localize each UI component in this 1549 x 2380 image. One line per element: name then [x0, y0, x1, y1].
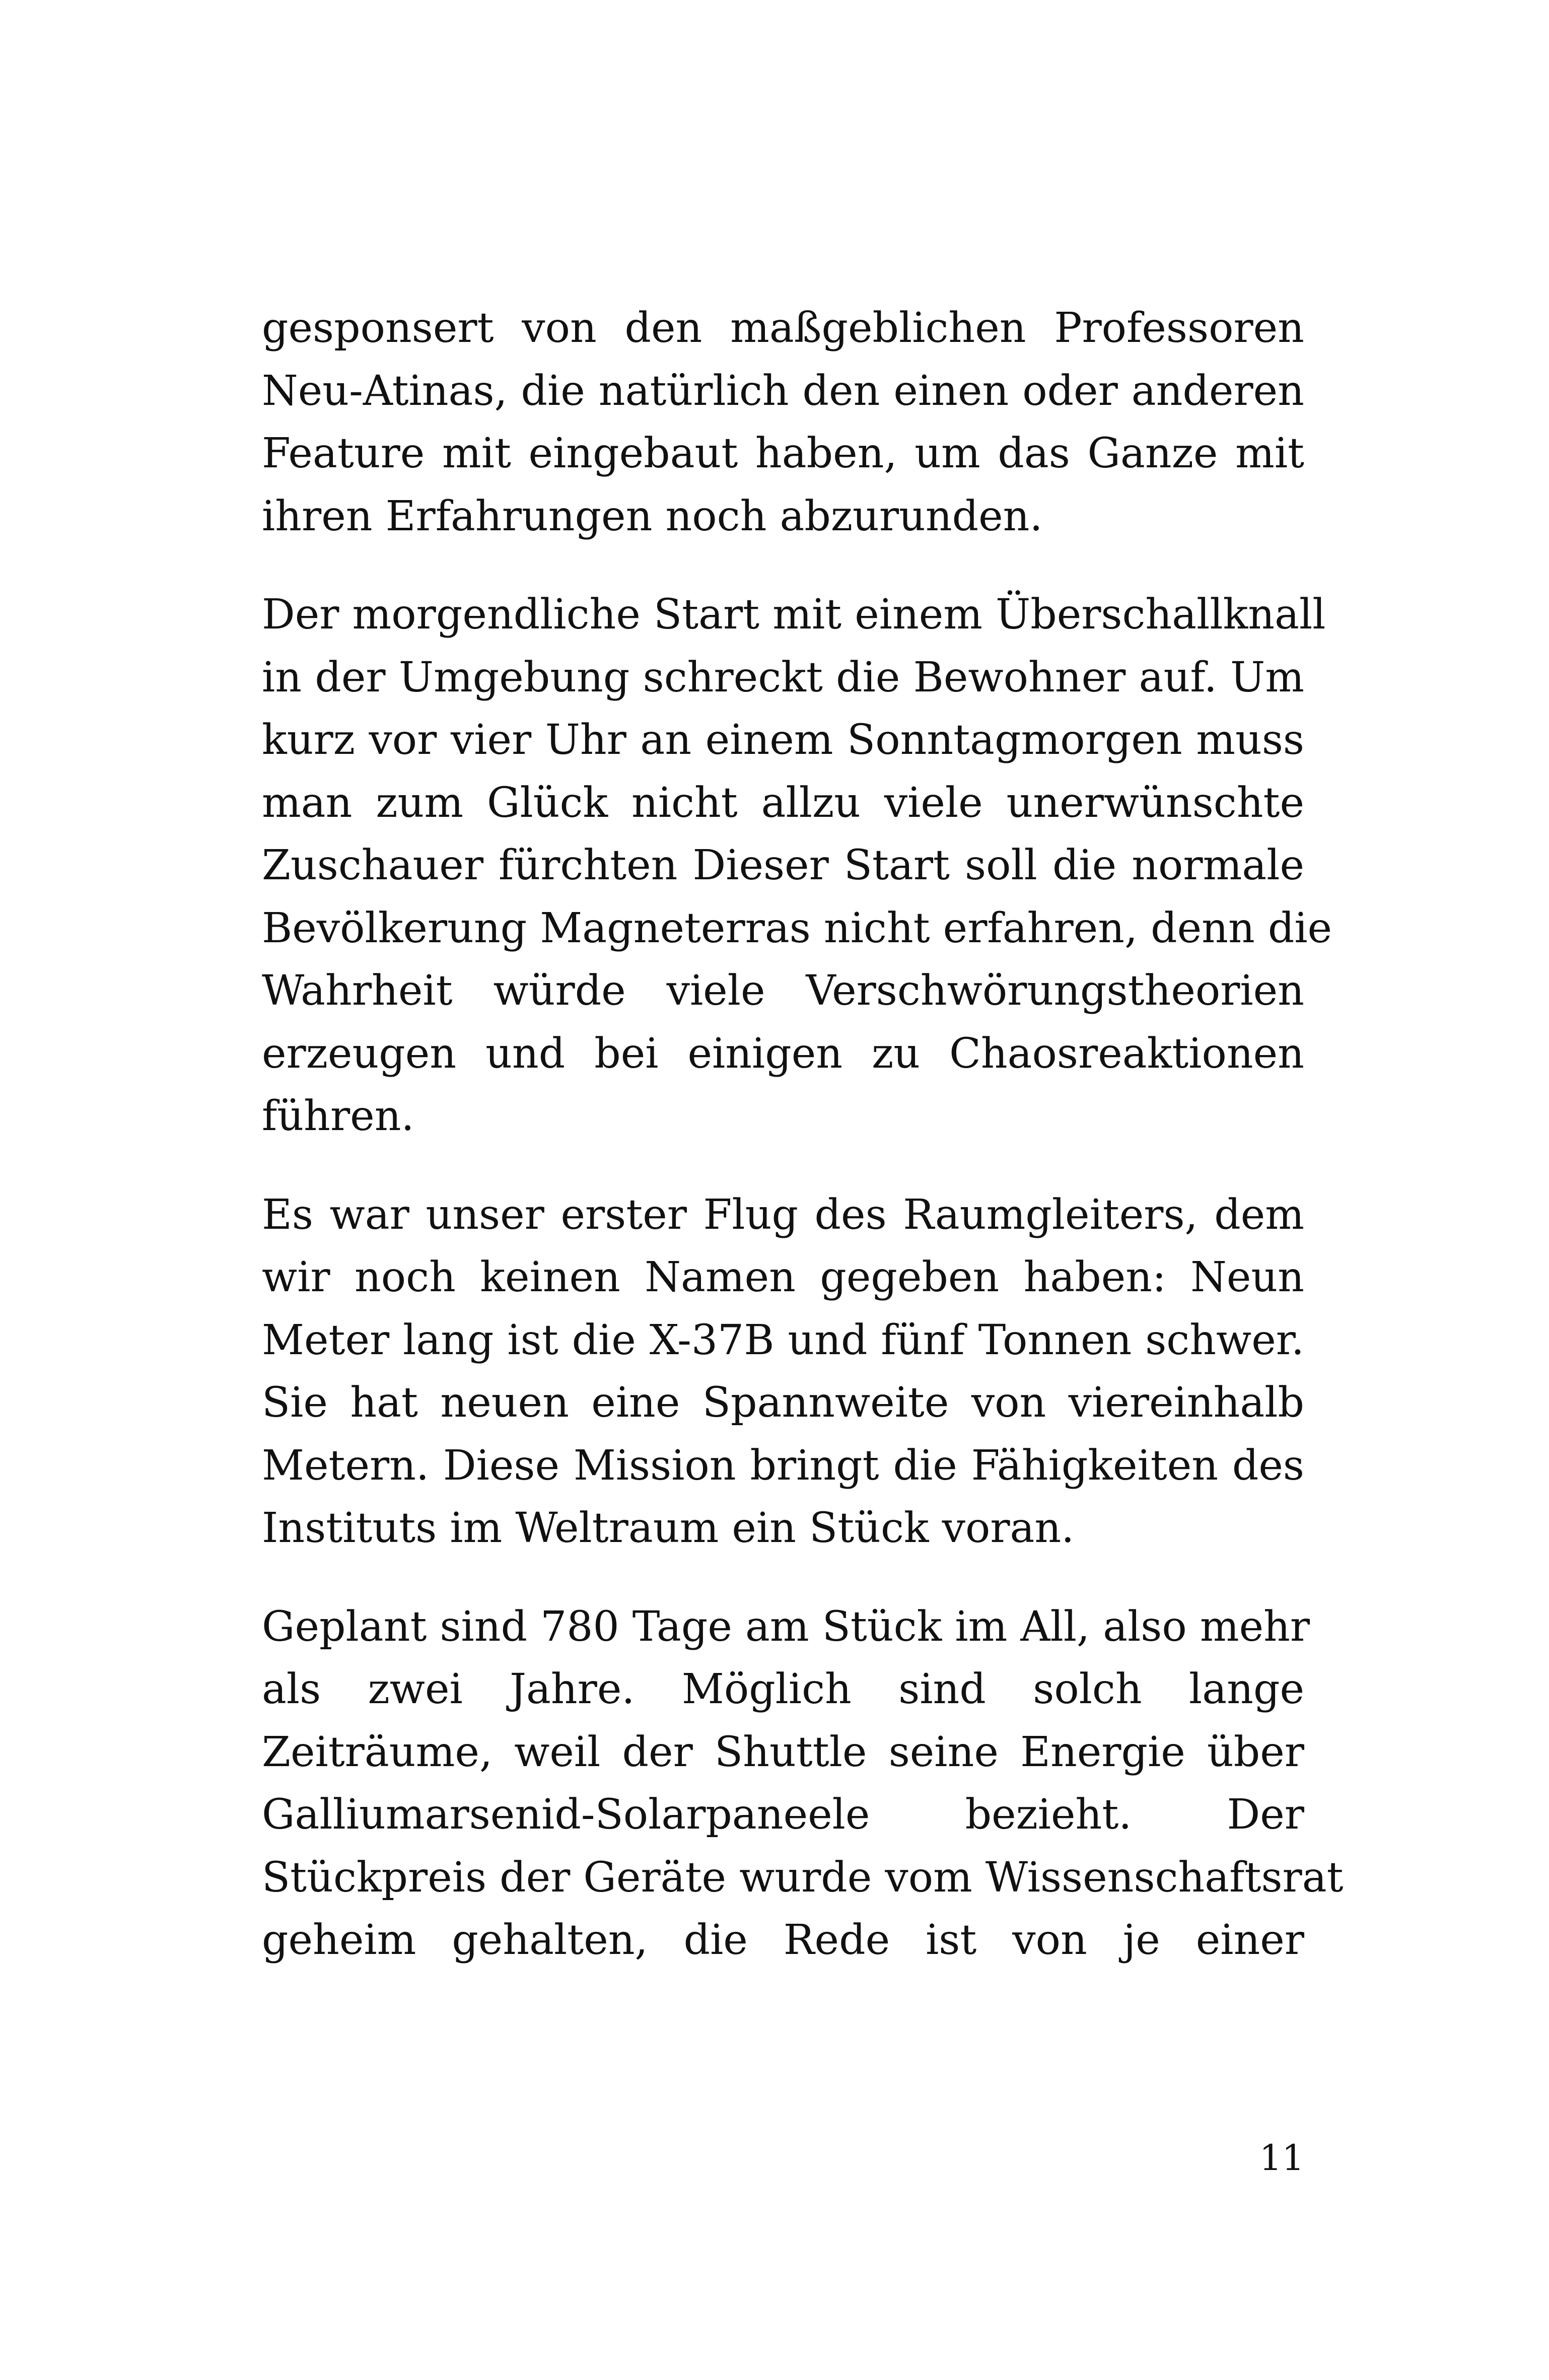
text-line: Neu-Atinas, die natürlich den einen oder anderen	[262, 367, 1304, 415]
body-text	[262, 297, 1344, 2008]
text-line: Der morgendliche Start mit einem Überschallknall	[262, 591, 1326, 639]
text-line: Bevölkerung Magneterras nicht erfahren, denn die	[262, 904, 1332, 952]
text-line: Galliumarsenid-Solarpaneele bezieht. Der	[262, 1791, 1304, 1839]
text-line: man zum Glück nicht allzu viele unerwünschte	[262, 779, 1304, 827]
text-line: in der Umgebung schreckt die Bewohner auf. Um	[262, 653, 1304, 702]
text-line: gesponsert von den maßgeblichen Professoren	[262, 304, 1304, 352]
text-line: Stückpreis der Geräte wurde vom Wissenschaftsrat	[262, 1853, 1344, 1902]
paragraph-3	[262, 1184, 1304, 1560]
text-line: Wahrheit würde viele Verschwörungstheorien	[262, 967, 1304, 1015]
text-line: Metern. Diese Mission bringt die Fähigkeiten des	[262, 1441, 1304, 1490]
text-line: Es war unser erster Flug des Raumgleiters, dem	[262, 1191, 1304, 1239]
paragraph-1	[262, 297, 1304, 548]
text-line: Geplant sind 780 Tage am Stück im All, also mehr	[262, 1602, 1310, 1651]
text-line: kurz vor vier Uhr an einem Sonntagmorgen muss	[262, 716, 1304, 764]
text-line: als zwei Jahre. Möglich sind solch lange	[262, 1665, 1304, 1713]
text-line: geheim gehalten, die Rede ist von je einer	[262, 1916, 1304, 1964]
page-number: 11	[1259, 2137, 1304, 2179]
paragraph-4	[262, 1596, 1344, 1972]
text-line: ihren Erfahrungen noch abzurunden.	[262, 492, 1043, 540]
text-line: Sie hat neuen eine Spannweite von viereinhalb	[262, 1379, 1304, 1427]
text-line: Meter lang ist die X-37B und fünf Tonnen schwer.	[262, 1316, 1304, 1364]
text-line: Zeiträume, weil der Shuttle seine Energie über	[262, 1728, 1304, 1776]
text-line: Feature mit eingebaut haben, um das Ganze mit	[262, 430, 1304, 477]
text-line: führen.	[262, 1092, 414, 1140]
text-line: Zuschauer fürchten Dieser Start soll die normale	[262, 842, 1304, 889]
text-line: Instituts im Weltraum ein Stück voran.	[262, 1504, 1075, 1552]
text-line: wir noch keinen Namen gegeben haben: Neun	[262, 1253, 1304, 1301]
paragraph-2	[262, 584, 1332, 1148]
text-line: erzeugen und bei einigen zu Chaosreaktionen	[262, 1029, 1304, 1078]
